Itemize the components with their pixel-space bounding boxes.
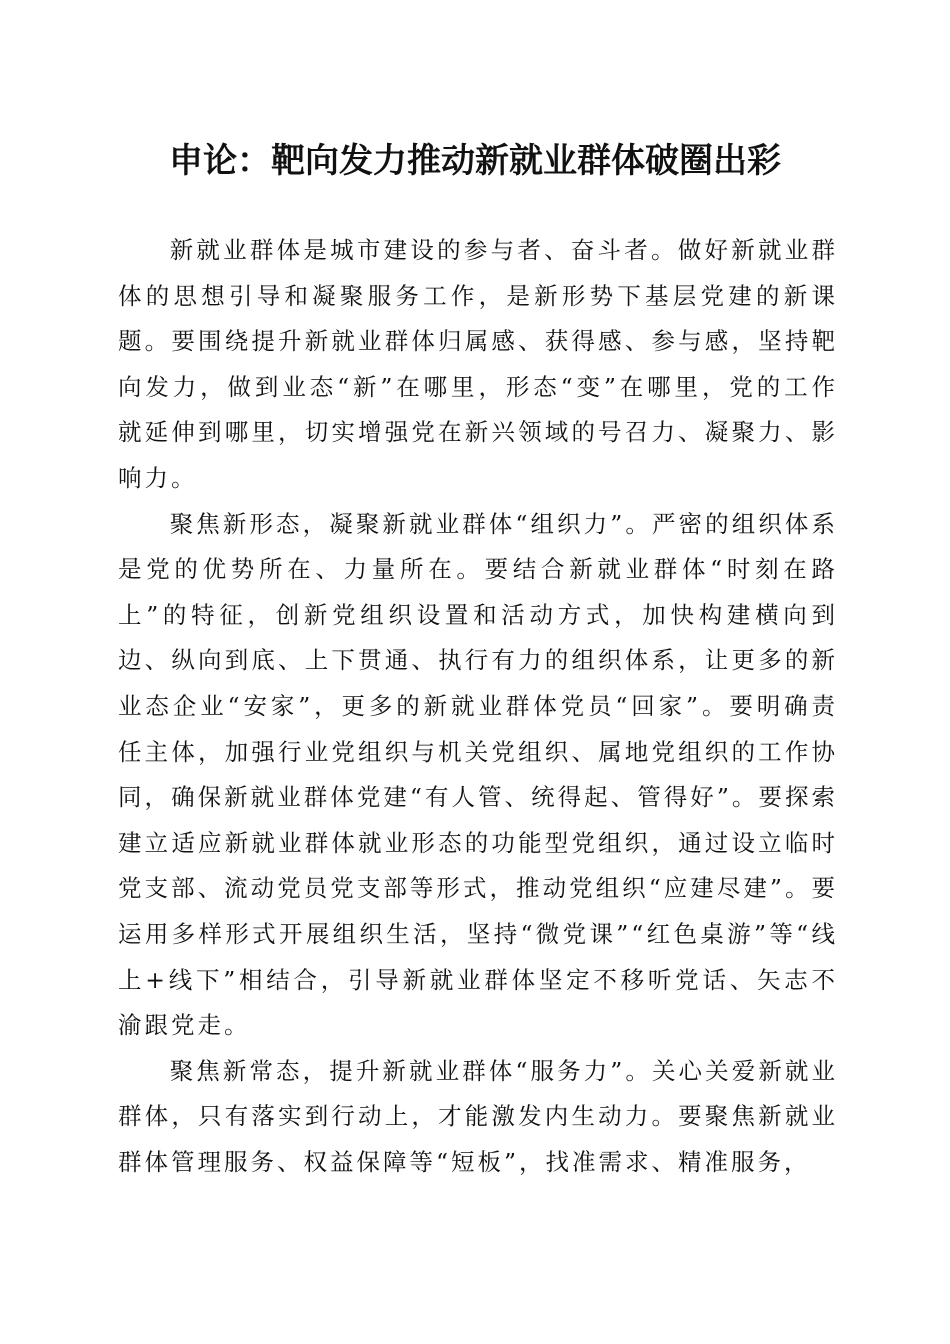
document-title: 申论：靶向发力推动新就业群体破圈出彩 [169, 141, 781, 181]
paragraph-2: 聚焦新形态，凝聚新就业群体“组织力”。严密的组织体系是党的优势所在、力量所在。要结合新就业群体“时刻在路上”的特征，创新党组织设置和活动方式，加快构建横向到边、纵向到底、上下贯通、执行有力的组织体系，让更多的新业态企业“安家”，更多的新就业群体党员“回家”。要明确责任主体，加强行业党组织与机关党组织、属地党组织的工作协同，确保新就业群体党建“有人管、统得起、管得好”。要探索建立适应新就业群体就业形态的功能型党组织，通过设立临时党支部、流动党员党支部等形式，推动党组织“应建尽建”。要运用多样形式开展组织生活，坚持“微党课”“红色桌游”等“线上+线下”相结合，引导新就业群体坚定不移听党话、矢志不渝跟党走。 [118, 509, 838, 1040]
paragraph-1: 新就业群体是城市建设的参与者、奋斗者。做好新就业群体的思想引导和凝聚服务工作，是新形势下基层党建的新课题。要围绕提升新就业群体归属感、获得感、参与感，坚持靶向发力，做到业态“新”在哪里，形态“变”在哪里，党的工作就延伸到哪里，切实增强党在新兴领域的号召力、凝聚力、影响力。 [118, 236, 838, 492]
document-body [118, 228, 838, 1185]
paragraph-3: 聚焦新常态，提升新就业群体“服务力”。关心关爱新就业群体，只有落实到行动上，才能激发内生动力。要聚焦新就业群体管理服务、权益保障等“短板”，找准需求、精准服务， [118, 1056, 838, 1176]
